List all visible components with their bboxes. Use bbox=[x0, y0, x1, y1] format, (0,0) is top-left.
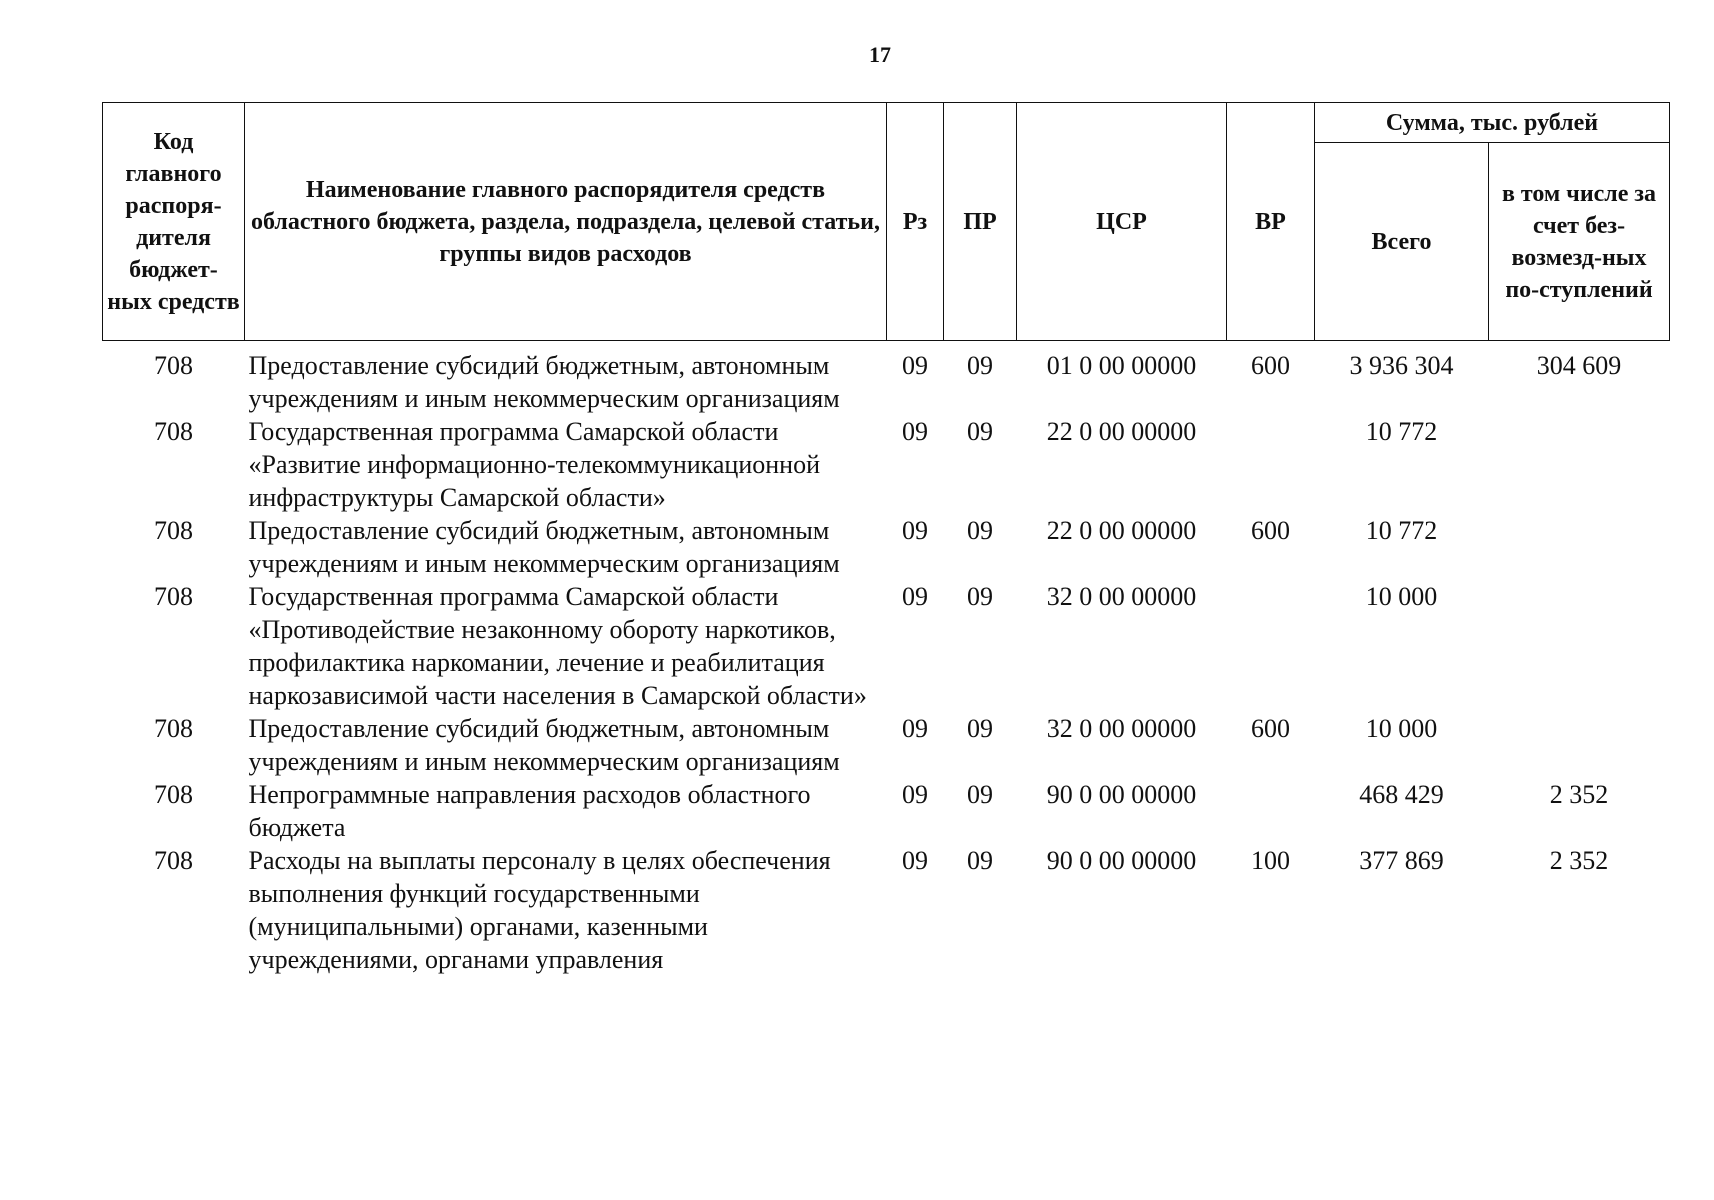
table-row bbox=[103, 580, 1670, 712]
cell-name: Предоставление субсидий бюджетным, автономным учреждениям и иным некоммерческим организациям bbox=[248, 516, 840, 578]
cell-code: 708 bbox=[154, 582, 193, 611]
cell-vr bbox=[1227, 778, 1315, 844]
cell-csr: 01 0 00 00000 bbox=[1046, 351, 1197, 380]
spacer-row bbox=[103, 341, 1670, 350]
cell-csr: 32 0 00 00000 bbox=[1046, 714, 1197, 743]
cell-name: Непрограммные направления расходов областного бюджета bbox=[248, 780, 811, 842]
cell-rz: 09 bbox=[902, 780, 928, 809]
header-sum-group: Сумма, тыс. рублей bbox=[1315, 103, 1670, 143]
table-body bbox=[103, 341, 1670, 977]
cell-name: Государственная программа Самарской области «Противодействие незаконному обороту наркотиков, профилактика наркомании, лечение и реабилитация наркозависимой части населения в Самарской области» bbox=[248, 582, 867, 710]
cell-total: 10 772 bbox=[1365, 516, 1438, 545]
cell-gratis: 2 352 bbox=[1549, 846, 1609, 875]
cell-name: Предоставление субсидий бюджетным, автономным учреждениям и иным некоммерческим организациям bbox=[248, 714, 840, 776]
table-row bbox=[103, 712, 1670, 778]
cell-total: 3 936 304 bbox=[1349, 351, 1454, 380]
cell-vr: 100 bbox=[1251, 846, 1290, 875]
cell-gratis: 2 352 bbox=[1549, 780, 1609, 809]
table-row bbox=[103, 514, 1670, 580]
header-name: Наименование главного распорядителя средств областного бюджета, раздела, подраздела, целевой статьи, группы видов расходов bbox=[245, 103, 887, 341]
cell-total: 10 000 bbox=[1365, 714, 1438, 743]
header-rz: Рз bbox=[887, 103, 944, 341]
header-code: Код главного распоря-дителя бюджет-ных средств bbox=[103, 103, 245, 341]
cell-rz: 09 bbox=[902, 516, 928, 545]
budget-table bbox=[102, 102, 1670, 976]
cell-gratis bbox=[1489, 712, 1670, 778]
cell-pr: 09 bbox=[967, 846, 993, 875]
cell-name: Государственная программа Самарской области «Развитие информационно-телекоммуникационной инфраструктуры Самарской области» bbox=[248, 417, 821, 512]
table-row bbox=[103, 778, 1670, 844]
table-header bbox=[103, 103, 1670, 341]
cell-total: 10 000 bbox=[1365, 582, 1438, 611]
cell-csr: 90 0 00 00000 bbox=[1046, 780, 1197, 809]
header-gratis: в том числе за счет без-возмезд-ных по-ступлений bbox=[1489, 143, 1670, 341]
cell-rz: 09 bbox=[902, 417, 928, 446]
cell-code: 708 bbox=[154, 351, 193, 380]
cell-vr bbox=[1227, 580, 1315, 712]
header-pr: ПР bbox=[944, 103, 1017, 341]
cell-csr: 22 0 00 00000 bbox=[1046, 417, 1197, 446]
cell-pr: 09 bbox=[967, 582, 993, 611]
cell-total: 377 869 bbox=[1359, 846, 1444, 875]
cell-pr: 09 bbox=[967, 417, 993, 446]
header-total: Всего bbox=[1315, 143, 1489, 341]
cell-vr bbox=[1227, 415, 1315, 514]
cell-pr: 09 bbox=[967, 714, 993, 743]
cell-csr: 22 0 00 00000 bbox=[1046, 516, 1197, 545]
cell-rz: 09 bbox=[902, 351, 928, 380]
cell-pr: 09 bbox=[967, 351, 993, 380]
cell-code: 708 bbox=[154, 516, 193, 545]
cell-rz: 09 bbox=[902, 714, 928, 743]
cell-gratis bbox=[1489, 415, 1670, 514]
cell-total: 468 429 bbox=[1359, 780, 1444, 809]
cell-vr: 600 bbox=[1251, 516, 1290, 545]
cell-csr: 90 0 00 00000 bbox=[1046, 846, 1197, 875]
cell-gratis bbox=[1489, 580, 1670, 712]
table-row bbox=[103, 844, 1670, 976]
cell-code: 708 bbox=[154, 417, 193, 446]
cell-code: 708 bbox=[154, 714, 193, 743]
cell-code: 708 bbox=[154, 846, 193, 875]
cell-vr: 600 bbox=[1251, 351, 1290, 380]
cell-rz: 09 bbox=[902, 582, 928, 611]
cell-rz: 09 bbox=[902, 846, 928, 875]
cell-gratis bbox=[1489, 514, 1670, 580]
cell-csr: 32 0 00 00000 bbox=[1046, 582, 1197, 611]
cell-name: Предоставление субсидий бюджетным, автономным учреждениям и иным некоммерческим организациям bbox=[248, 351, 840, 413]
header-vr: ВР bbox=[1227, 103, 1315, 341]
page-number: 17 bbox=[869, 42, 891, 67]
header-csr: ЦСР bbox=[1017, 103, 1227, 341]
table-row bbox=[103, 349, 1670, 415]
cell-name: Расходы на выплаты персоналу в целях обеспечения выполнения функций государственными (муниципальными) органами, казенными учреждениями, органами управления bbox=[248, 846, 831, 974]
cell-gratis: 304 609 bbox=[1536, 351, 1622, 380]
cell-total: 10 772 bbox=[1365, 417, 1438, 446]
cell-pr: 09 bbox=[967, 780, 993, 809]
cell-pr: 09 bbox=[967, 516, 993, 545]
cell-vr: 600 bbox=[1251, 714, 1290, 743]
table-row bbox=[103, 415, 1670, 514]
cell-code: 708 bbox=[154, 780, 193, 809]
